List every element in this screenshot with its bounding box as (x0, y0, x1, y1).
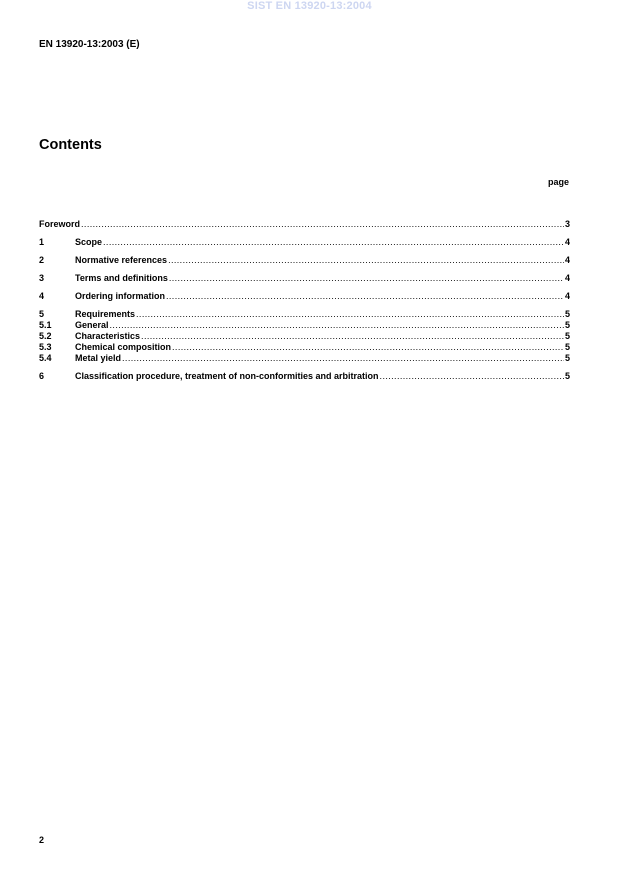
toc-entry-ordering-information[interactable] (39, 291, 570, 302)
toc-leader-dots (110, 320, 564, 331)
toc-entry-label: Foreword (39, 219, 81, 229)
toc-entry-number: 5.3 (39, 342, 52, 352)
toc-entry-page: 5 (564, 353, 570, 363)
toc-entry-number: 3 (39, 273, 45, 283)
toc-leader-dots (141, 331, 564, 342)
toc-entry-label: Metal yield (75, 353, 122, 363)
document-id-header: EN 13920-13:2003 (E) (39, 39, 140, 50)
toc-entry-characteristics[interactable] (39, 331, 570, 342)
toc-entry-number: 5.2 (39, 331, 52, 341)
toc-entry-label: Requirements (75, 309, 136, 319)
toc-leader-dots (172, 342, 564, 353)
toc-entry-number: 5 (39, 309, 45, 319)
toc-entry-chemical-composition[interactable] (39, 342, 570, 353)
toc-entry-terms-and-definitions[interactable] (39, 273, 570, 284)
toc-entry-page: 4 (564, 255, 570, 265)
toc-entry-number: 5.1 (39, 320, 52, 330)
toc-entry-label: Classification procedure, treatment of non-conformities and arbitration (75, 371, 379, 381)
toc-entry-requirements[interactable] (39, 309, 570, 320)
toc-entry-page: 5 (564, 371, 570, 381)
toc-entry-label: Characteristics (75, 331, 141, 341)
page-number: 2 (39, 835, 45, 845)
contents-heading: Contents (39, 137, 102, 153)
toc-leader-dots (136, 309, 564, 320)
toc-entry-foreword[interactable] (39, 219, 570, 230)
toc-entry-page: 4 (564, 291, 570, 301)
toc-entry-page: 5 (564, 320, 570, 330)
toc-entry-page: 4 (564, 237, 570, 247)
toc-entry-page: 5 (564, 331, 570, 341)
toc-entry-label: Terms and definitions (75, 273, 168, 283)
watermark: SIST EN 13920-13:2004 (247, 0, 372, 12)
toc-leader-dots (122, 353, 564, 364)
toc-entry-number: 2 (39, 255, 45, 265)
toc-leader-dots (103, 237, 564, 248)
toc-entry-page: 5 (564, 342, 570, 352)
table-of-contents (39, 219, 570, 382)
toc-leader-dots (169, 273, 564, 284)
toc-leader-dots (166, 291, 564, 302)
toc-entry-page: 4 (564, 273, 570, 283)
toc-entry-number: 1 (39, 237, 45, 247)
toc-entry-number: 6 (39, 371, 45, 381)
toc-entry-page: 3 (564, 219, 570, 229)
toc-entry-label: General (75, 320, 109, 330)
toc-entry-number: 4 (39, 291, 45, 301)
toc-entry-classification-procedure[interactable] (39, 371, 570, 382)
toc-entry-label: Ordering information (75, 291, 165, 301)
toc-entry-number: 5.4 (39, 353, 52, 363)
toc-leader-dots (168, 255, 564, 266)
page-column-label: page (547, 177, 569, 187)
toc-leader-dots (81, 219, 564, 230)
toc-entry-metal-yield[interactable] (39, 353, 570, 364)
toc-entry-label: Scope (75, 237, 103, 247)
toc-entry-normative-references[interactable] (39, 255, 570, 266)
toc-leader-dots (380, 371, 564, 382)
toc-entry-page: 5 (564, 309, 570, 319)
toc-entry-label: Chemical composition (75, 342, 172, 352)
toc-entry-label: Normative references (75, 255, 168, 265)
toc-entry-general[interactable] (39, 320, 570, 331)
toc-entry-scope[interactable] (39, 237, 570, 248)
